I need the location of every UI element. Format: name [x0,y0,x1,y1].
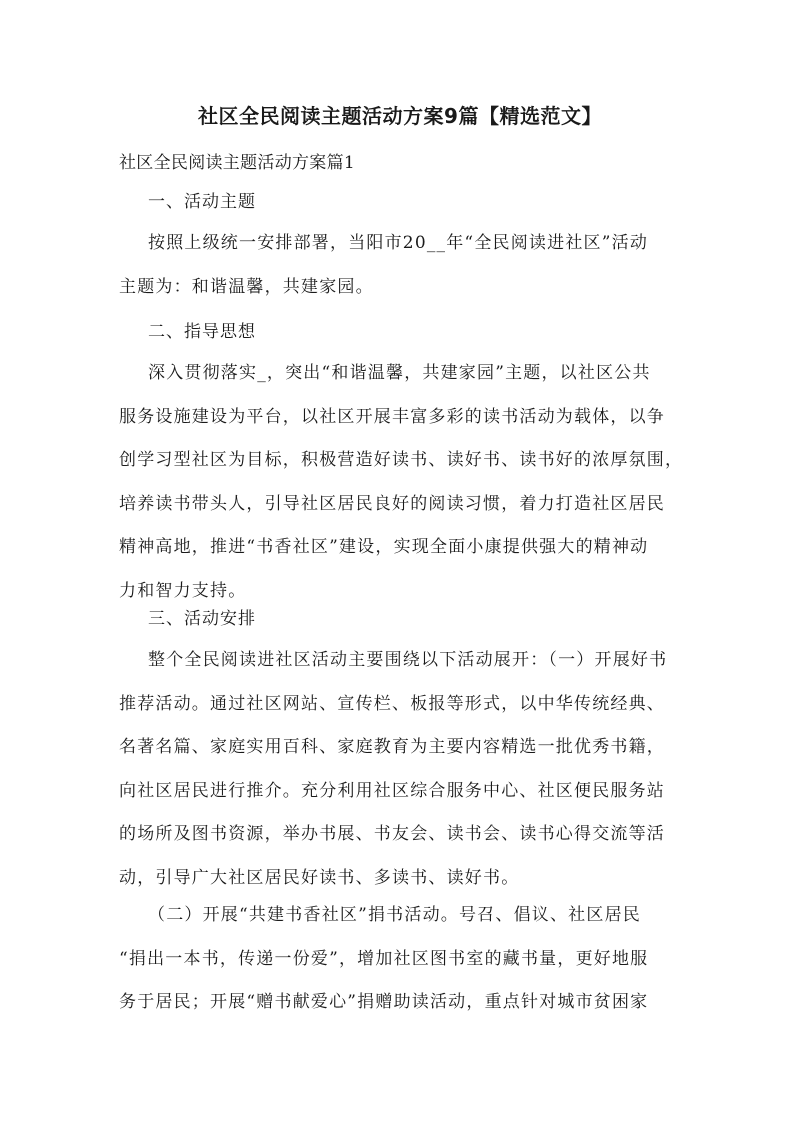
paragraph-line: 名著名篇、家庭实用百科、家庭教育为主要内容精选一批优秀书籍， [119,737,665,758]
paragraph-line: 精神高地，推进“书香社区”建设，实现全面小康提供强大的精神动 [119,537,649,558]
paragraph-line: 深入贯彻落实_，突出“和谐温馨，共建家园”主题，以社区公共 [148,363,651,383]
document-subtitle: 社区全民阅读主题活动方案篇1 [119,153,356,173]
paragraph-line: 推荐活动。通过社区网站、宣传栏、板报等形式，以中华传统经典、 [119,693,665,714]
paragraph-line: 务于居民；开展“赠书献爱心”捐赠助读活动，重点针对城市贫困家 [119,992,649,1013]
paragraph-line: 创学习型社区为目标，积极营造好读书、读好书、读书好的浓厚氛围， [119,450,684,471]
paragraph-line: 主题为：和谐温馨，共建家园。 [119,276,374,297]
paragraph-line: 整个全民阅读进社区活动主要围绕以下活动展开：（一）开展好书 [148,650,668,670]
paragraph-line: （二）开展“共建书香社区”捐书活动。号召、倡议、社区居民 [148,905,641,925]
paragraph-book-donation [119,894,685,1025]
section-heading-arrangement: 三、活动安排 [148,609,256,629]
paragraph-line: 向社区居民进行推介。充分利用社区综合服务中心、社区便民服务站 [119,780,665,801]
paragraph-line: 的场所及图书资源，举办书展、书友会、读书会、读书心得交流等活 [119,824,665,845]
paragraph-guiding-thought [119,352,685,614]
document-title: 社区全民阅读主题活动方案9篇【精选范文】 [198,104,602,128]
section-heading-theme: 一、活动主题 [148,192,256,212]
paragraph-line: 动，引导广大社区居民好读书、多读书、读好书。 [119,867,520,888]
paragraph-line: 服务设施建设为平台，以社区开展丰富多彩的读书活动为载体，以争 [119,406,665,427]
paragraph-theme [119,222,685,309]
section-heading-guiding-thought: 二、指导思想 [148,322,256,342]
paragraph-line: 培养读书带头人，引导社区居民良好的阅读习惯，着力打造社区居民 [119,493,665,514]
paragraph-line: 按照上级统一安排部署，当阳市20__年“全民阅读进社区”活动 [148,233,649,253]
paragraph-line: 力和智力支持。 [119,580,247,601]
paragraph-line: “捐出一本书，传递一份爱”，增加社区图书室的藏书量，更好地服 [119,948,649,969]
paragraph-arrangement [119,639,685,901]
